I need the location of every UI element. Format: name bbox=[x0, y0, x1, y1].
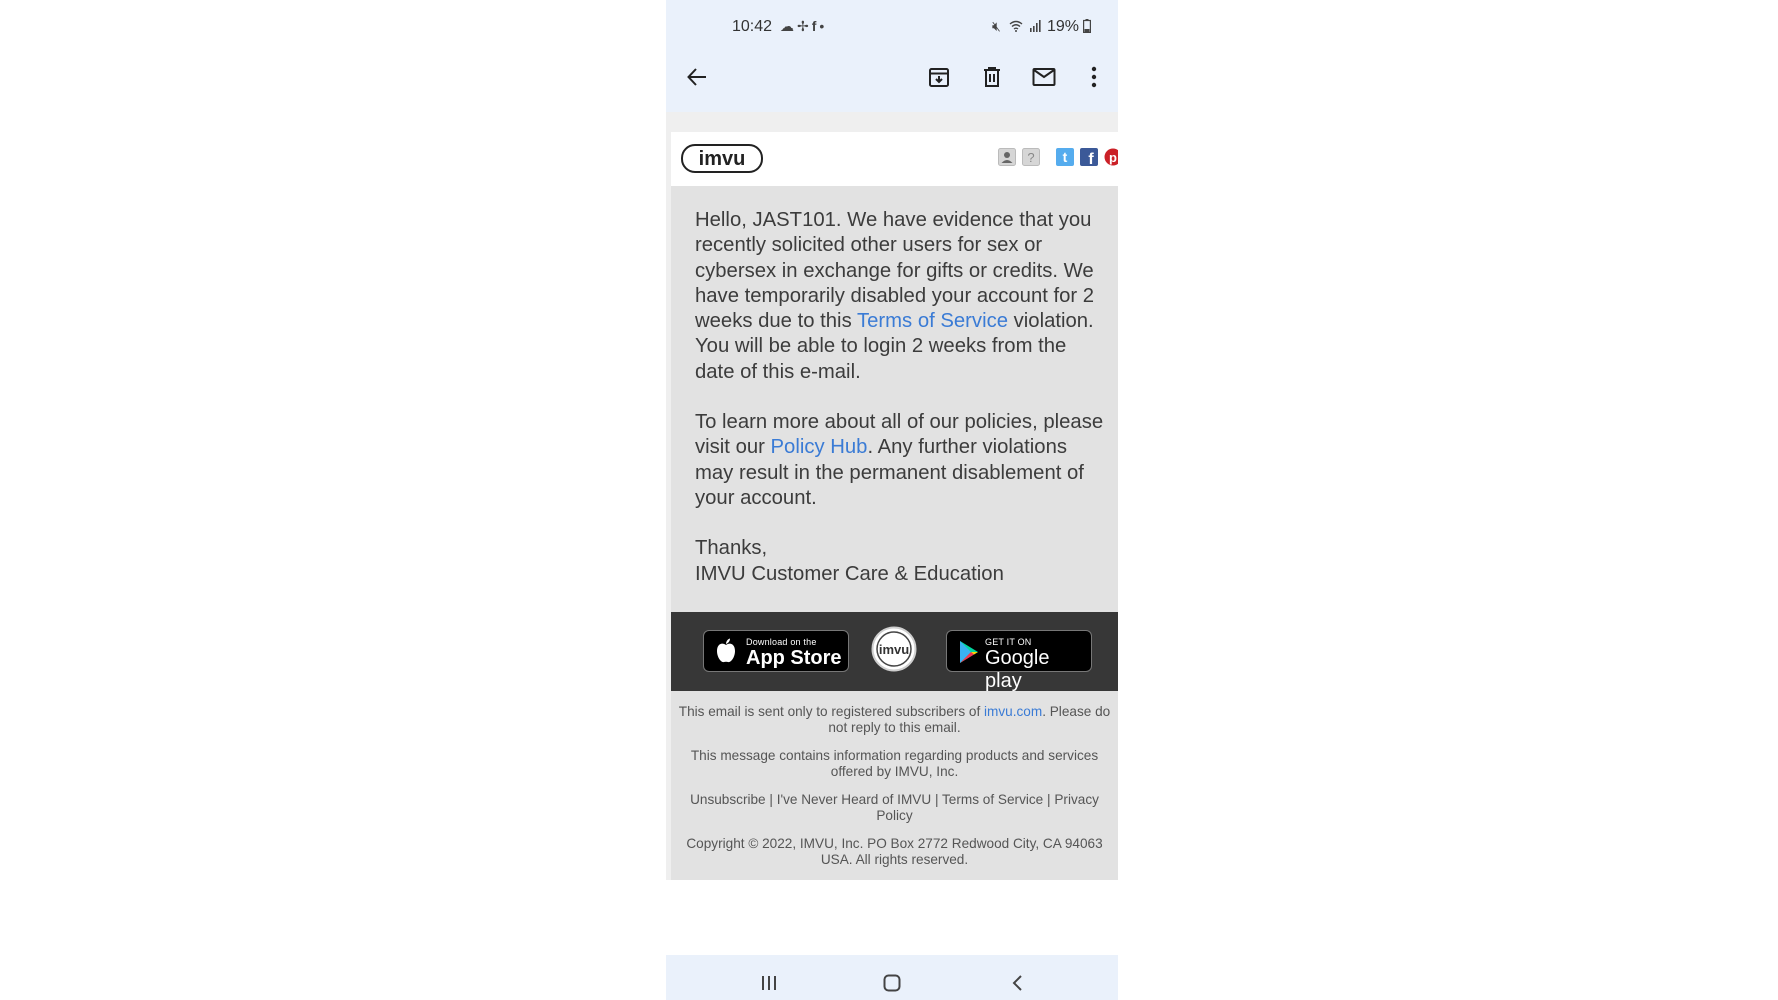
fan-icon: ✢ bbox=[797, 18, 812, 34]
google-play-small-label: GET IT ON bbox=[985, 637, 1032, 647]
wifi-icon bbox=[1009, 20, 1023, 32]
battery-icon bbox=[1083, 19, 1091, 33]
more-options-button[interactable] bbox=[1079, 62, 1109, 92]
facebook-icon[interactable] bbox=[1080, 148, 1098, 166]
chevron-left-icon bbox=[1011, 974, 1023, 992]
app-download-bar bbox=[671, 612, 1118, 691]
status-right-icons bbox=[992, 18, 1041, 35]
svg-text:t: t bbox=[1062, 149, 1068, 165]
dot-icon: • bbox=[819, 18, 828, 34]
app-store-label: App Store bbox=[746, 647, 842, 669]
imvu-link[interactable]: imvu.com bbox=[984, 704, 1043, 719]
unsubscribe-link[interactable]: Unsubscribe bbox=[690, 792, 766, 807]
app-store-small-label: Download on the bbox=[746, 637, 817, 647]
home-button[interactable] bbox=[877, 969, 907, 997]
recent-apps-icon bbox=[761, 975, 777, 991]
svg-text:imvu: imvu bbox=[698, 148, 746, 170]
footer-links: Unsubscribe | I've Never Heard of IMVU | Terms of Service | Privacy Policy bbox=[690, 792, 1099, 823]
message-paragraph-1: Hello, JAST101. We have evidence that you recently solicited other users for sex or cybersex in exchange for gifts or credits. We have temporarily disabled your account for 2 weeks due to this Terms of Service violation. You will be able to login 2 weeks from the date of this e-mail. bbox=[695, 209, 1095, 383]
delete-icon bbox=[982, 66, 1002, 88]
imvu-logo bbox=[681, 144, 763, 173]
footer-subscriber-notice: This email is sent only to registered subscribers of imvu.com. Please do not reply to this email. bbox=[678, 704, 1111, 735]
top-app-bar bbox=[666, 0, 1118, 112]
app-store-button[interactable] bbox=[703, 630, 849, 672]
google-play-button[interactable] bbox=[946, 630, 1092, 692]
cloud-icon: ☁ bbox=[780, 18, 797, 34]
policy-hub-link[interactable]: Policy Hub bbox=[770, 436, 868, 459]
status-time: 10:42 bbox=[732, 18, 773, 35]
privacy-policy-link[interactable]: Privacy Policy bbox=[876, 792, 1099, 823]
header-icons bbox=[998, 148, 1118, 166]
svg-text:?: ? bbox=[1027, 150, 1035, 165]
signature: IMVU Customer Care & Education bbox=[695, 562, 1004, 585]
signoff: Thanks, bbox=[695, 537, 768, 560]
imvu-circle-logo bbox=[871, 626, 917, 672]
system-back-button[interactable] bbox=[1002, 969, 1032, 997]
email-body bbox=[671, 132, 1118, 880]
mark-unread-icon bbox=[1032, 67, 1056, 87]
help-icon[interactable] bbox=[1022, 148, 1040, 166]
footer-copyright: Copyright © 2022, IMVU, Inc. PO Box 2772 Redwood City, CA 94063 USA. All rights reserved. bbox=[686, 836, 1103, 867]
terms-of-service-link[interactable]: Terms of Service bbox=[856, 310, 1009, 333]
twitter-icon[interactable] bbox=[1056, 148, 1074, 166]
archive-button[interactable] bbox=[924, 62, 954, 92]
email-header bbox=[671, 132, 1118, 186]
never-heard-link[interactable]: I've Never Heard of IMVU bbox=[776, 792, 932, 807]
google-play-label: Google play bbox=[985, 647, 1050, 692]
battery-level: 19% bbox=[1047, 18, 1091, 36]
archive-icon bbox=[928, 66, 950, 88]
email-view bbox=[666, 112, 1118, 880]
mark-unread-button[interactable] bbox=[1029, 62, 1059, 92]
back-arrow-icon bbox=[686, 66, 708, 88]
more-vert-icon bbox=[1091, 66, 1097, 88]
footer-terms-link[interactable]: Terms of Service bbox=[942, 792, 1044, 807]
signature-block bbox=[695, 536, 1107, 587]
status-bar bbox=[666, 17, 1118, 41]
footer-info-notice: This message contains information regarding products and services offered by IMVU, Inc. bbox=[690, 748, 1099, 779]
svg-text:f: f bbox=[1088, 151, 1094, 166]
pinterest-icon[interactable] bbox=[1104, 148, 1118, 166]
facebook-icon: f bbox=[811, 18, 820, 34]
email-message bbox=[695, 208, 1107, 587]
apple-icon bbox=[714, 637, 738, 665]
phone-screen bbox=[666, 0, 1118, 1000]
play-store-icon bbox=[958, 640, 980, 664]
svg-text:imvu: imvu bbox=[878, 642, 910, 657]
recent-apps-button[interactable] bbox=[754, 969, 784, 997]
email-footer bbox=[671, 704, 1118, 880]
profile-icon[interactable] bbox=[998, 148, 1016, 166]
signal-icon bbox=[1029, 20, 1041, 32]
message-paragraph-2: To learn more about all of our policies, please visit our Policy Hub. Any further violations may result in the permanent disablement of your account. bbox=[695, 411, 1104, 509]
home-icon bbox=[883, 974, 901, 992]
back-button[interactable] bbox=[682, 62, 712, 92]
system-nav-bar bbox=[666, 955, 1118, 1000]
delete-button[interactable] bbox=[977, 62, 1007, 92]
svg-text:p: p bbox=[1109, 150, 1117, 165]
mute-icon: 🔇︎ bbox=[992, 18, 1003, 34]
status-left-icons bbox=[780, 18, 827, 35]
